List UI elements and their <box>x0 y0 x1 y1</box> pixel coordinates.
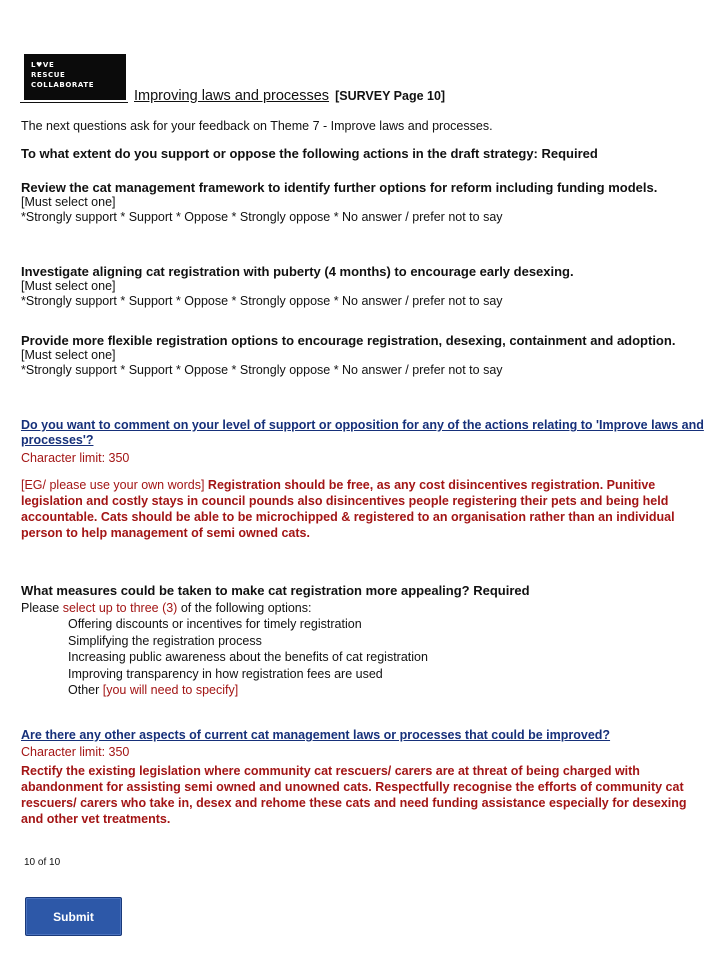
measures-instruction <box>21 600 711 617</box>
must-select-note: [Must select one] <box>21 279 116 293</box>
survey-page-tag: [SURVEY Page 10] <box>335 89 446 103</box>
logo-line-1: L♥VE <box>31 61 55 69</box>
measures-question: What measures could be taken to make cat registration more appealing? Required <box>21 583 530 598</box>
action-item <box>21 264 701 309</box>
instruction-prefix: Please <box>21 600 63 615</box>
measure-option[interactable]: Offering discounts or incentives for timely registration <box>68 617 362 631</box>
other-note: [you will need to specify] <box>102 683 239 697</box>
measures-options <box>21 616 711 699</box>
must-select-note: [Must select one] <box>21 348 116 362</box>
instruction-suffix: of the following options: <box>177 600 312 615</box>
character-limit: Character limit: 350 <box>21 745 130 759</box>
measure-option[interactable]: Simplifying the registration process <box>68 633 262 648</box>
logo-line-3: COLLABORATE <box>31 81 95 89</box>
action-title: Provide more flexible registration options to encourage registration, desexing, containment and adoption. <box>21 333 676 348</box>
action-title: Investigate aligning cat registration with puberty (4 months) to encourage early desexing. <box>21 264 574 279</box>
comment-question-2: Are there any other aspects of current cat management laws or processes that could be improved? <box>21 728 611 742</box>
support-question: To what extent do you support or oppose the following actions in the draft strategy: Required <box>21 146 598 161</box>
action-item <box>21 333 701 378</box>
response-options[interactable]: *Strongly support * Support * Oppose * Strongly oppose * No answer / prefer not to say <box>21 210 503 224</box>
response-options[interactable]: *Strongly support * Support * Oppose * Strongly oppose * No answer / prefer not to say <box>21 363 503 377</box>
measures-question-block <box>21 583 711 699</box>
page-title: Improving laws and processes <box>134 88 330 104</box>
intro-text: The next questions ask for your feedback on Theme 7 - Improve laws and processes. <box>21 119 493 133</box>
response-options[interactable]: *Strongly support * Support * Oppose * Strongly oppose * No answer / prefer not to say <box>21 294 503 308</box>
comment-question-1: Do you want to comment on your level of support or opposition for any of the actions relating to 'Improve laws and processes'? <box>21 418 704 447</box>
instruction-limit: select up to three (3) <box>62 600 178 615</box>
action-item <box>21 180 701 225</box>
measure-option[interactable]: Improving transparency in how registration fees are used <box>68 666 383 681</box>
comment-answer-2[interactable]: Rectify the existing legislation where community cat rescuers/ carers are at threat of being charged with abandonment for assisting semi owned and unowned cats. Respectfully recognise the efforts of community cat rescuers/ carers who take in, desex and rehome these cats and need funding assistance especially for desexing and other vet treatments. <box>21 764 687 826</box>
measure-option[interactable]: Increasing public awareness about the benefits of cat registration <box>68 650 428 664</box>
page-header <box>134 88 445 104</box>
organisation-logo <box>24 54 126 100</box>
answer-prompt: [EG/ please use your own words] <box>21 478 205 492</box>
measure-option-other[interactable] <box>68 682 711 699</box>
answer-text: Registration should be free, as any cost disincentives registration. Punitive legislation and costly stays in council pounds also disincentives people registering their pets and being held accountable. Cats should be able to be microchipped & registered to an organisation rather than an individual person to help management of semi owned cats. <box>21 478 675 540</box>
other-label: Other <box>68 683 103 697</box>
submit-button[interactable]: Submit <box>25 897 122 936</box>
character-limit: Character limit: 350 <box>21 451 130 465</box>
must-select-note: [Must select one] <box>21 195 116 209</box>
logo-line-2: RESCUE <box>31 71 66 79</box>
logo-underline <box>20 102 128 103</box>
page-indicator: 10 of 10 <box>24 857 61 868</box>
comment-answer-1[interactable] <box>21 477 711 541</box>
action-title: Review the cat management framework to identify further options for reform including funding models. <box>21 180 658 195</box>
